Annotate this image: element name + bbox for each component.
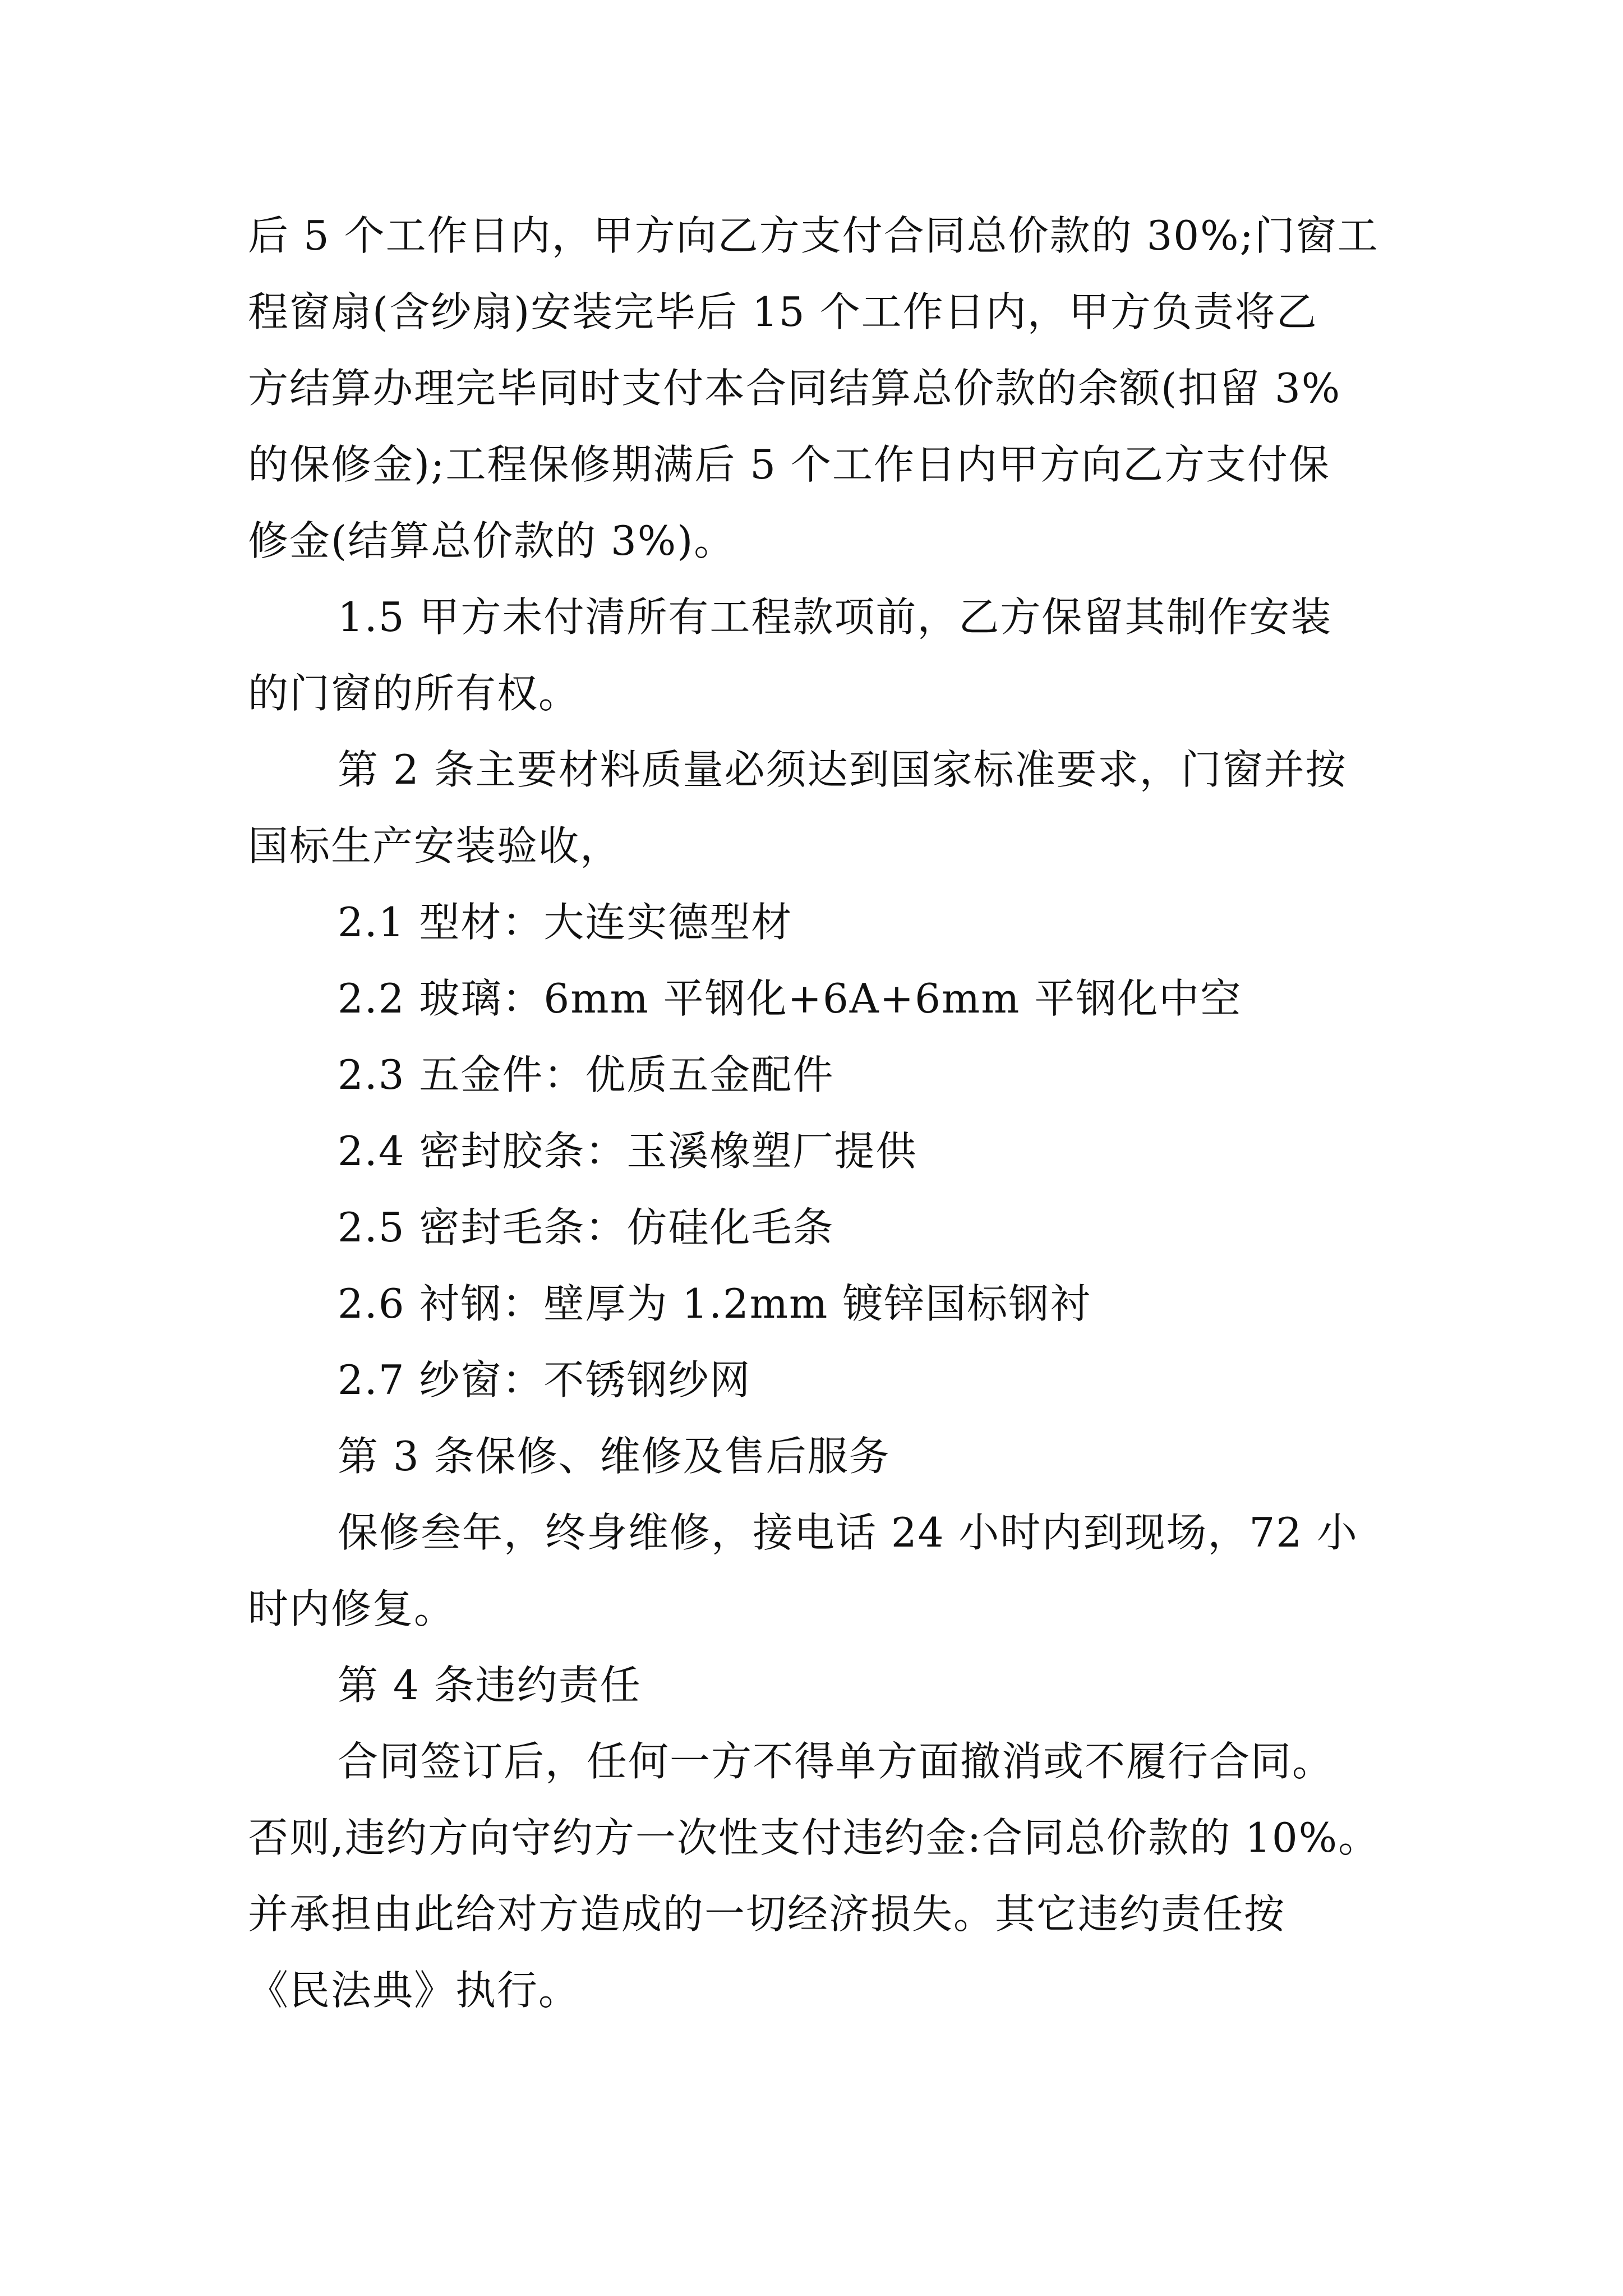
text-line: 1.5 甲方未付清所有工程款项前，乙方保留其制作安装 [338, 593, 1332, 641]
text-line: 2.1 型材：大连实德型材 [338, 899, 793, 946]
text-line: 2.4 密封胶条：玉溪橡塑厂提供 [338, 1128, 917, 1175]
text-line: 的门窗的所有权。 [248, 670, 580, 717]
text-line: 并承担由此给对方造成的一切经济损失。其它违约责任按 [248, 1890, 1286, 1938]
text-line: 方结算办理完毕同时支付本合同结算总价款的余额(扣留 3% [248, 365, 1341, 412]
text-line: 第 2 条主要材料质量必须达到国家标准要求，门窗并按 [338, 746, 1347, 793]
text-line: 第 3 条保修、维修及售后服务 [338, 1433, 891, 1480]
text-line: 修金(结算总价款的 3%)。 [248, 517, 736, 564]
text-line: 合同签订后，任何一方不得单方面撤消或不履行合同。 [338, 1738, 1334, 1785]
text-line: 2.3 五金件：优质五金配件 [338, 1051, 834, 1098]
text-line: 国标生产安装验收， [248, 822, 622, 869]
text-line: 2.6 衬钢：壁厚为 1.2mm 镀锌国标钢衬 [338, 1280, 1092, 1327]
text-line: 后 5 个工作日内，甲方向乙方支付合同总价款的 30%;门窗工 [248, 212, 1379, 259]
document-body [248, 197, 1414, 2028]
text-line: 保修叁年，终身维修，接电话 24 小时内到现场，72 小 [338, 1509, 1358, 1556]
text-line: 时内修复。 [248, 1585, 456, 1632]
text-line: 程窗扇(含纱扇)安装完毕后 15 个工作日内，甲方负责将乙 [248, 288, 1318, 335]
text-line: 2.2 玻璃：6mm 平钢化+6A+6mm 平钢化中空 [338, 975, 1242, 1022]
text-line: 的保修金);工程保修期满后 5 个工作日内甲方向乙方支付保 [248, 441, 1330, 488]
text-line: 否则,违约方向守约方一次性支付违约金:合同总价款的 10%。 [248, 1814, 1380, 1861]
text-line: 2.5 密封毛条：仿硅化毛条 [338, 1204, 834, 1251]
text-line: 第 4 条违约责任 [338, 1662, 642, 1709]
text-line: 《民法典》执行。 [248, 1967, 580, 2014]
text-line: 2.7 纱窗：不锈钢纱网 [338, 1356, 751, 1404]
